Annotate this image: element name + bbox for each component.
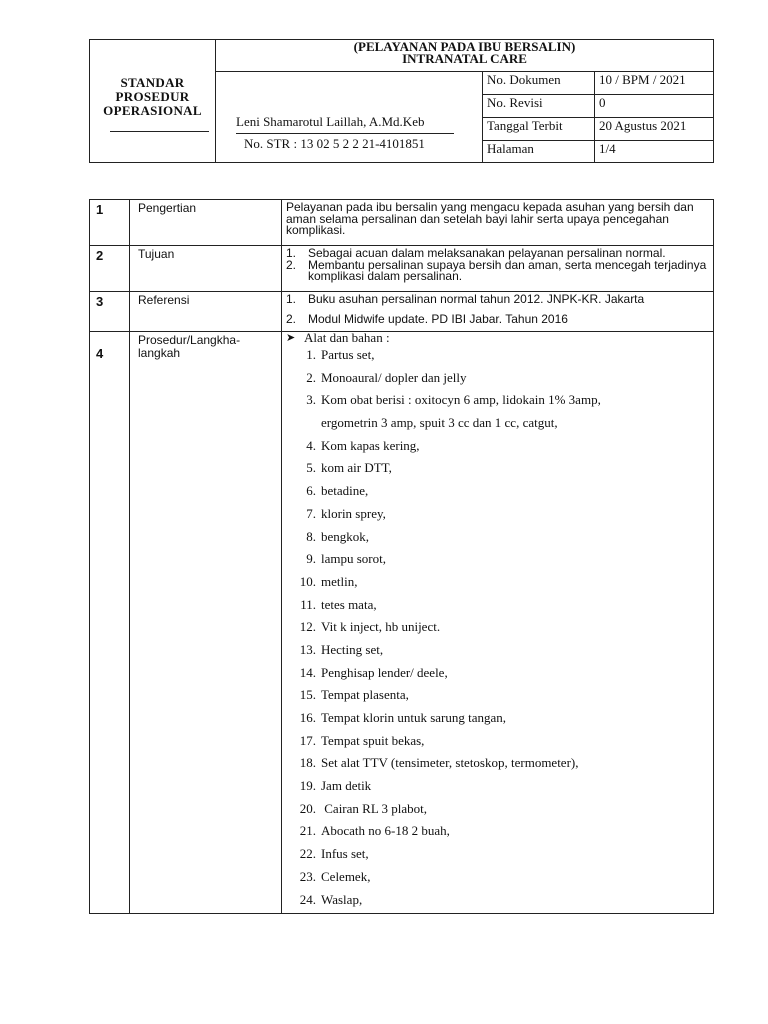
meta-label: Halaman — [483, 141, 595, 163]
table-row — [90, 246, 714, 292]
list-number: 18. — [299, 755, 316, 771]
tools-heading-text: Alat dan bahan : — [304, 330, 390, 345]
list-item — [286, 526, 709, 549]
meta-label: No. Revisi — [483, 95, 595, 118]
list-number: 2. — [286, 311, 297, 326]
table-row — [90, 200, 714, 246]
tools-heading — [286, 332, 709, 344]
list-text: Cairan RL 3 plabot, — [321, 800, 428, 816]
procedure-table — [89, 199, 714, 914]
author-underline — [236, 133, 454, 134]
list-number: 16. — [299, 710, 316, 725]
list-text: Kom obat berisi : oxitocyn 6 amp, lidokain 1% 3amp, — [321, 392, 601, 408]
list-item — [286, 707, 709, 730]
title-line-1: (PELAYANAN PADA IBU BERSALIN) — [353, 39, 576, 54]
list-text: Modul Midwife update. PD IBI Jabar. Tahun 2016 — [308, 311, 568, 326]
row-content: Pelayanan pada ibu bersalin yang mengacu kepada asuhan yang bersih dan aman selama persalinan dan setelah bayi lahir serta upaya pencegahan komplikasi. — [282, 200, 714, 246]
list-number: 4. — [306, 437, 316, 453]
table-row — [90, 292, 714, 332]
list-number: 22. — [299, 846, 316, 862]
list-item — [286, 866, 709, 889]
row-label: Tujuan — [130, 246, 282, 292]
list-number: 11. — [300, 596, 316, 612]
list-text: Waslap, — [321, 891, 363, 907]
list-item — [286, 843, 709, 866]
meta-value: 10 / BPM / 2021 — [595, 72, 714, 95]
list-number: 14. — [299, 664, 316, 680]
table-row — [90, 332, 714, 914]
list-number: 5. — [306, 460, 316, 476]
list-number: 1. — [286, 246, 297, 260]
list-item — [286, 344, 709, 367]
list-number: 12. — [299, 619, 316, 635]
author-cell — [216, 72, 483, 163]
list-item — [286, 294, 709, 306]
list-text: klorin sprey, — [321, 505, 386, 521]
row-content — [282, 246, 714, 292]
list-text: Jam detik — [321, 778, 372, 794]
list-number: 1. — [286, 292, 297, 306]
list-item — [286, 616, 709, 639]
document-title — [216, 40, 714, 72]
list-item — [286, 820, 709, 843]
list-text: Abocath no 6-18 2 buah, — [321, 823, 450, 839]
list-item — [286, 311, 709, 326]
meta-value: 0 — [595, 95, 714, 118]
list-number: 2. — [286, 257, 297, 272]
list-item — [286, 775, 709, 798]
list-item — [286, 367, 709, 390]
row-label: Referensi — [130, 292, 282, 332]
list-number: 19. — [299, 778, 316, 794]
list-text: tetes mata, — [321, 596, 377, 612]
list-text: Tempat klorin untuk sarung tangan, — [321, 710, 507, 725]
list-text: Sebagai acuan dalam melaksanakan pelayanan persalinan normal. — [308, 246, 666, 260]
list-item — [286, 730, 709, 753]
list-text: Celemek, — [321, 868, 371, 884]
list-text: metlin, — [321, 573, 358, 589]
list-text: Infus set, — [321, 846, 369, 862]
list-number: 15. — [299, 687, 316, 703]
list-text: ergometrin 3 amp, spuit 3 cc dan 1 cc, catgut, — [321, 415, 558, 431]
list-item — [286, 571, 709, 594]
list-number: 23. — [299, 868, 316, 884]
list-item — [286, 662, 709, 685]
list-text: Tempat spuit bekas, — [321, 732, 425, 748]
list-item — [286, 752, 709, 775]
meta-label: No. Dokumen — [483, 72, 595, 95]
list-item — [286, 480, 709, 503]
list-number: 2. — [306, 369, 316, 385]
list-text: bengkok, — [321, 528, 370, 544]
sop-underline — [110, 131, 209, 132]
list-number — [286, 412, 321, 435]
list-item — [286, 389, 709, 412]
row-number: 1 — [90, 200, 130, 246]
list-text: Monoaural/ dopler dan jelly — [321, 369, 467, 385]
list-text: Buku asuhan persalinan normal tahun 2012. JNPK-KR. Jakarta — [308, 292, 645, 306]
list-item — [286, 639, 709, 662]
row-number: 3 — [90, 292, 130, 332]
row-content — [282, 292, 714, 332]
list-number: 17. — [299, 732, 316, 748]
row-label: Pengertian — [130, 200, 282, 246]
list-item — [286, 684, 709, 707]
list-text: Vit k inject, hb uniject. — [321, 619, 441, 635]
list-number: 9. — [306, 551, 316, 567]
row-number: 4 — [90, 332, 130, 914]
sop-label-cell — [90, 40, 216, 163]
list-number: 1. — [306, 347, 316, 362]
list-number: 10. — [299, 573, 316, 589]
list-text: Tempat plasenta, — [321, 687, 409, 703]
row-content — [282, 332, 714, 914]
list-item — [286, 257, 709, 283]
list-item — [286, 503, 709, 526]
list-item — [286, 457, 709, 480]
sop-title-line: PROSEDUR — [115, 89, 190, 104]
list-text: Hecting set, — [321, 641, 384, 657]
list-item — [286, 548, 709, 571]
list-number: 8. — [306, 528, 316, 544]
list-number: 21. — [299, 823, 316, 839]
list-text: Penghisap lender/ deele, — [321, 664, 448, 680]
row-number: 2 — [90, 246, 130, 292]
list-number: 24. — [299, 891, 316, 907]
list-item — [286, 889, 709, 912]
list-number: 3. — [306, 392, 316, 408]
sop-header-table — [89, 39, 714, 163]
list-text: lampu sorot, — [321, 551, 386, 567]
list-text: Membantu persalinan supaya bersih dan aman, serta mencegah terjadinya komplikasi dalam persalinan. — [308, 257, 707, 283]
tools-list — [286, 344, 709, 911]
list-item — [286, 594, 709, 617]
list-text: betadine, — [321, 483, 369, 499]
sop-title-line: STANDAR — [120, 75, 185, 90]
sop-title-line: OPERASIONAL — [103, 103, 202, 118]
list-item — [286, 435, 709, 458]
list-text: Set alat TTV (tensimeter, stetoskop, termometer), — [321, 755, 579, 771]
list-item — [286, 798, 709, 821]
list-number: 6. — [306, 483, 316, 499]
arrow-bullet-icon: ➤ — [286, 332, 296, 344]
author-name: Leni Shamarotul Laillah, A.Md.Keb — [236, 114, 425, 129]
row-label: Prosedur/Langkha-langkah — [130, 332, 282, 914]
list-text: kom air DTT, — [321, 460, 392, 476]
sop-title — [90, 76, 215, 118]
meta-label: Tanggal Terbit — [483, 118, 595, 141]
list-number: 7. — [306, 505, 316, 521]
title-line-2: INTRANATAL CARE — [402, 51, 527, 66]
str-number: No. STR : 13 02 5 2 2 21-4101851 — [244, 136, 425, 151]
list-item — [286, 412, 709, 435]
list-text: Partus set, — [321, 347, 375, 362]
meta-value: 20 Agustus 2021 — [595, 118, 714, 141]
list-number: 13. — [299, 641, 316, 657]
list-text: Kom kapas kering, — [321, 437, 420, 453]
meta-value: 1/4 — [595, 141, 714, 163]
list-number: 20. — [299, 800, 316, 816]
